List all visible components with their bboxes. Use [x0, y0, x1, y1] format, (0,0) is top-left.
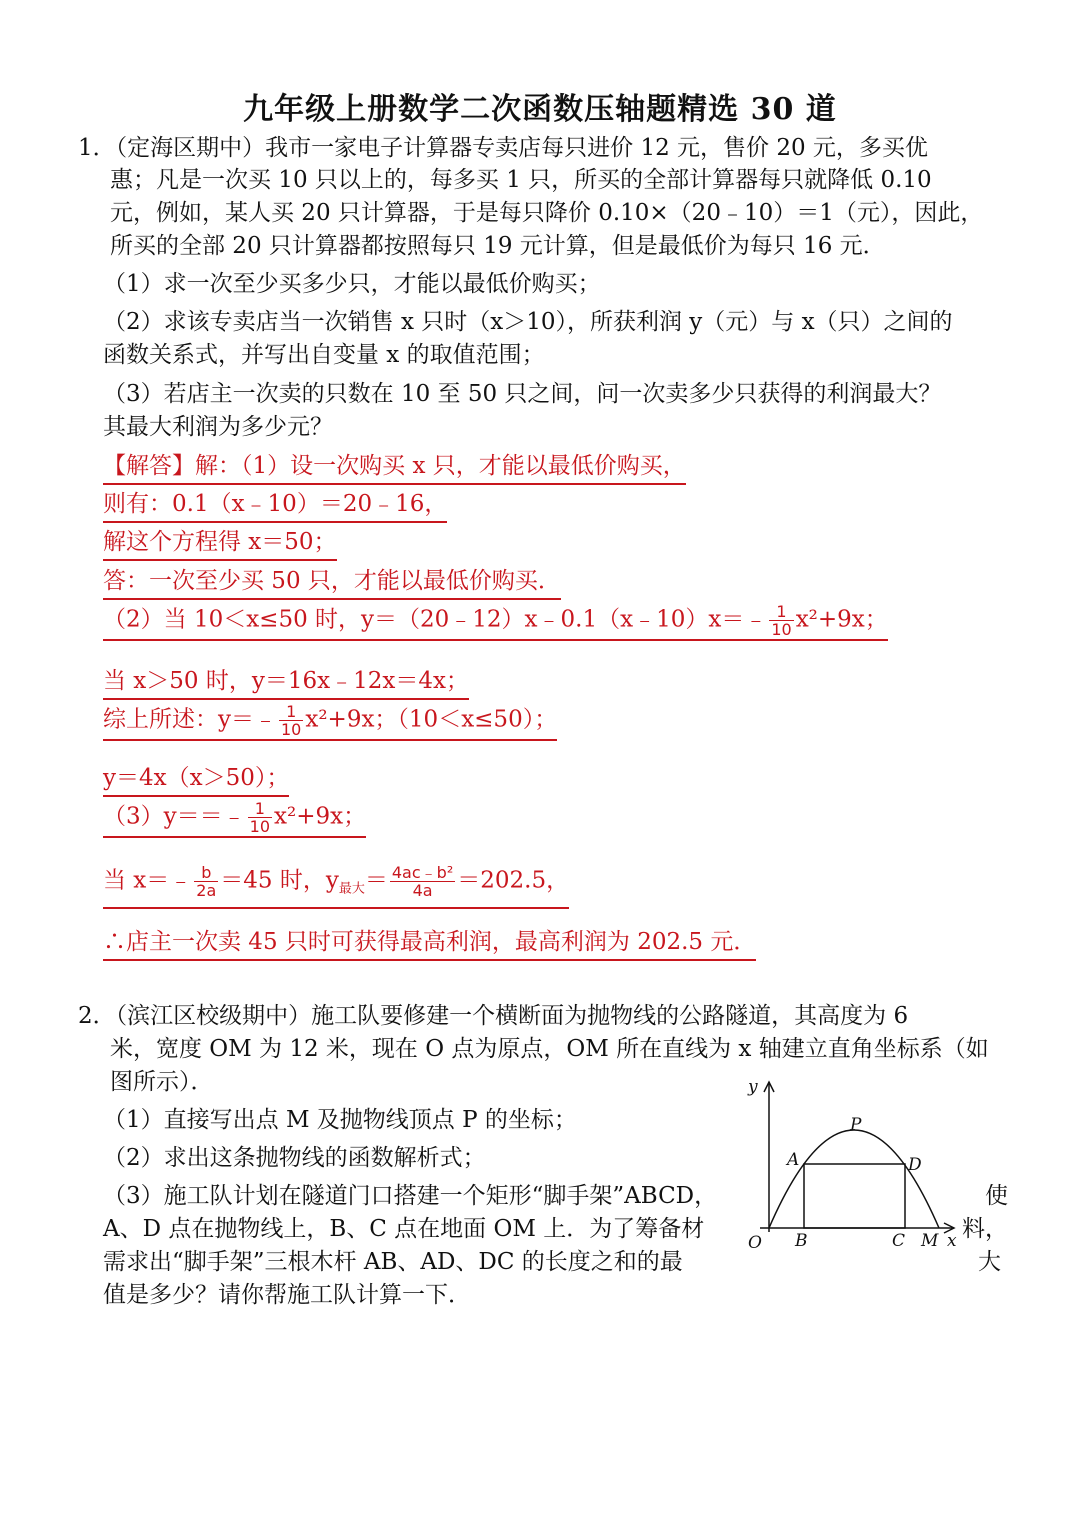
- tunnel-parabola-figure: [740, 1070, 970, 1255]
- fraction-numerator: 1: [248, 800, 272, 818]
- fraction-numerator: 1: [769, 603, 793, 621]
- point-b-label: B: [795, 1231, 808, 1251]
- q1-part-3a: （3）若店主一次卖的只数在 10 至 50 只之间，问一次卖多少只获得的利润最大？: [103, 381, 942, 407]
- subscript-max: 最大: [338, 881, 365, 897]
- point-d-label: D: [908, 1155, 922, 1175]
- q1-part-2a: （2）求该专卖店当一次销售 x 只时（x＞10），所获利润 y（元）与 x（只）之间的: [103, 309, 953, 335]
- point-m-label: M: [921, 1231, 939, 1251]
- point-c-label: C: [892, 1231, 906, 1251]
- fraction-numerator: b: [194, 864, 218, 882]
- q2-part-3c-end: 大: [978, 1249, 1001, 1275]
- parabola-curve: [769, 1130, 939, 1228]
- q1-line-1: 1．（定海区期中）我市一家电子计算器专卖店每只进价 12 元，售价 20 元，多买优: [78, 135, 928, 161]
- x-axis-label: x: [947, 1231, 957, 1251]
- q2-part-1: （1）直接写出点 M 及抛物线顶点 P 的坐标；: [103, 1107, 577, 1133]
- answer-step-3: 解这个方程得 x＝50；: [103, 526, 337, 561]
- fraction-numerator: 1: [279, 703, 303, 721]
- q2-part-3b-end: 料，: [962, 1216, 1008, 1242]
- fraction-denominator: 4a: [412, 881, 433, 900]
- fraction-denominator: 10: [281, 720, 302, 739]
- q2-line-3: 图所示）．: [110, 1069, 214, 1095]
- origin-label: O: [748, 1233, 762, 1253]
- answer-step-9: [103, 800, 366, 838]
- answer-step-10: [103, 864, 569, 909]
- q2-part-3a-end: 使: [985, 1183, 1008, 1209]
- q2-part-2: （2）求出这条抛物线的函数解析式；: [103, 1145, 486, 1171]
- answer-step-10-tail: ＝202.5，: [457, 867, 570, 894]
- answer-step-9-tail: x²+9x；: [274, 803, 367, 830]
- fraction-denominator: 2a: [196, 881, 217, 900]
- answer-step-8: y＝4x（x＞50）；: [103, 762, 289, 797]
- fraction-denominator: 10: [771, 620, 792, 639]
- answer-step-2: 则有：0.1（x﹣10）＝20﹣16，: [103, 488, 447, 523]
- fraction-one-tenth: [769, 603, 793, 638]
- fraction-b-over-2a: [194, 864, 218, 899]
- answer-step-7-text: 综上所述：y＝﹣: [103, 706, 277, 733]
- answer-step-7: [103, 703, 557, 741]
- answer-step-10-mid: ＝45 时，y: [220, 867, 339, 894]
- answer-step-5: [103, 603, 888, 641]
- answer-step-6: 当 x＞50 时，y＝16x﹣12x＝4x；: [103, 665, 469, 700]
- fraction-one-tenth: [279, 703, 303, 738]
- fraction-numerator: 4ac﹣b²: [391, 863, 454, 882]
- fraction-denominator: 10: [249, 817, 270, 836]
- q1-line-2: 惠；凡是一次买 10 只以上的，每多买 1 只，所买的全部计算器每只就降低 0.10: [110, 167, 932, 193]
- scaffold-rectangle: [804, 1164, 905, 1228]
- page-title: 九年级上册数学二次函数压轴题精选 30 道: [243, 92, 837, 127]
- q1-part-1: （1）求一次至少买多少只，才能以最低价购买；: [103, 271, 601, 297]
- q2-part-3b: A、D 点在抛物线上，B、C 点在地面 OM 上．为了筹备材: [103, 1216, 705, 1242]
- fraction-one-tenth: [248, 800, 272, 835]
- q2-part-3d: 值是多少？请你帮施工队计算一下．: [103, 1282, 471, 1308]
- answer-step-7-tail: x²+9x；（10＜x≤50）；: [305, 706, 558, 733]
- q1-line-4: 所买的全部 20 只计算器都按照每只 19 元计算，但是最低价为每只 16 元．: [110, 233, 886, 259]
- answer-step-5-text: （2）当 10＜x≤50 时，y＝（20﹣12）x﹣0.1（x﹣10）x＝﹣: [103, 606, 768, 633]
- answer-step-1: 【解答】解：（1）设一次购买 x 只，才能以最低价购买，: [103, 450, 686, 485]
- point-p-label: P: [850, 1115, 862, 1135]
- q1-part-3b: 其最大利润为多少元？: [103, 414, 333, 440]
- answer-step-4: 答：一次至少买 50 只，才能以最低价购买．: [103, 565, 561, 600]
- q2-part-3c: 需求出“脚手架”三根木杆 AB、AD、DC 的长度之和的最: [103, 1249, 683, 1275]
- answer-step-10-text: 当 x＝﹣: [103, 867, 193, 894]
- q2-part-3a: （3）施工队计划在隧道门口搭建一个矩形“脚手架”ABCD，: [103, 1183, 718, 1209]
- q1-part-2b: 函数关系式，并写出自变量 x 的取值范围；: [103, 342, 545, 368]
- answer-step-10-eq: ＝: [364, 867, 388, 894]
- answer-step-9-text: （3）y＝＝﹣: [103, 803, 246, 830]
- q1-line-3: 元，例如，某人买 20 只计算器，于是每只降价 0.10×（20﹣10）＝1（元），因此，: [110, 200, 984, 226]
- point-a-label: A: [787, 1150, 800, 1170]
- answer-conclusion: ∴店主一次卖 45 只时可获得最高利润，最高利润为 202.5 元．: [103, 926, 756, 961]
- y-axis-label: y: [748, 1077, 758, 1097]
- q2-line-1: 2．（滨江区校级期中）施工队要修建一个横断面为抛物线的公路隧道，其高度为 6: [78, 1003, 909, 1029]
- fraction-vertex-formula: [390, 864, 455, 899]
- answer-step-5-tail: x²+9x；: [795, 606, 888, 633]
- q2-line-2: 米，宽度 OM 为 12 米，现在 O 点为原点，OM 所在直线为 x 轴建立直角坐标系（如: [110, 1036, 989, 1062]
